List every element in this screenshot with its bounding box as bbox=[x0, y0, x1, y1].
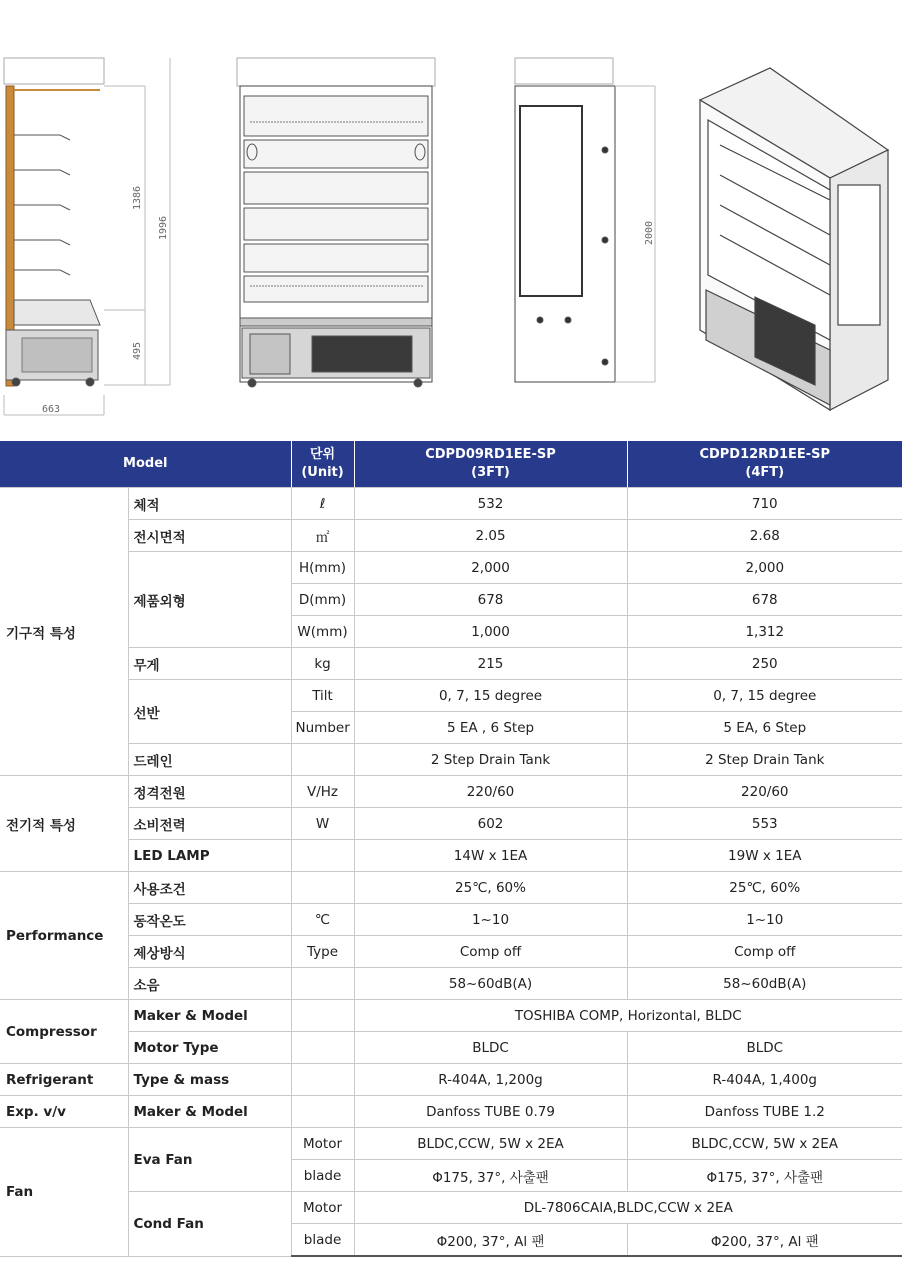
value-led-1: 14W x 1EA bbox=[354, 840, 627, 872]
front-view-drawing bbox=[237, 58, 435, 387]
value-condition-1: 25℃, 60% bbox=[354, 872, 627, 904]
group-refrigerant: Refrigerant bbox=[0, 1064, 128, 1096]
item-eva-fan: Eva Fan bbox=[128, 1128, 291, 1192]
table-row bbox=[0, 1032, 902, 1064]
item-led: LED LAMP bbox=[128, 840, 291, 872]
value-defrost-2: Comp off bbox=[627, 936, 902, 968]
value-tilt-1: 0, 7, 15 degree bbox=[354, 680, 627, 712]
unit-weight: kg bbox=[291, 648, 354, 680]
value-height-2: 2,000 bbox=[627, 552, 902, 584]
unit-power: V/Hz bbox=[291, 776, 354, 808]
value-noise-1: 58~60dB(A) bbox=[354, 968, 627, 1000]
group-fan: Fan bbox=[0, 1128, 128, 1257]
table-row bbox=[0, 840, 902, 872]
value-tilt-2: 0, 7, 15 degree bbox=[627, 680, 902, 712]
value-number-1: 5 EA , 6 Step bbox=[354, 712, 627, 744]
value-number-2: 5 EA, 6 Step bbox=[627, 712, 902, 744]
value-drain-1: 2 Step Drain Tank bbox=[354, 744, 627, 776]
side-view-2-drawing bbox=[515, 58, 655, 382]
unit-exp-valve bbox=[291, 1096, 354, 1128]
value-display-area-1: 2.05 bbox=[354, 520, 627, 552]
spec-table bbox=[0, 441, 902, 1257]
table-header-row bbox=[0, 441, 902, 488]
table-row bbox=[0, 520, 902, 552]
item-condition: 사용조건 bbox=[128, 872, 291, 904]
unit-cond-motor: Motor bbox=[291, 1192, 354, 1224]
unit-eva-motor: Motor bbox=[291, 1128, 354, 1160]
value-motor-type-2: BLDC bbox=[627, 1032, 902, 1064]
value-defrost-1: Comp off bbox=[354, 936, 627, 968]
value-cond-blade-2: Φ200, 37°, Al 팬 bbox=[627, 1224, 902, 1257]
value-eva-blade-1: Φ175, 37°, 사출팬 bbox=[354, 1160, 627, 1192]
header-unit-line1: 단위 bbox=[309, 447, 336, 462]
value-drain-2: 2 Step Drain Tank bbox=[627, 744, 902, 776]
value-refrigerant-2: R-404A, 1,400g bbox=[627, 1064, 902, 1096]
value-refrigerant-1: R-404A, 1,200g bbox=[354, 1064, 627, 1096]
group-mechanical: 기구적 특성 bbox=[0, 488, 128, 776]
header-unit-line2: (Unit) bbox=[301, 465, 344, 480]
group-performance: Performance bbox=[0, 872, 128, 1000]
value-exp-valve-1: Danfoss TUBE 0.79 bbox=[354, 1096, 627, 1128]
table-row bbox=[0, 1000, 902, 1032]
value-noise-2: 58~60dB(A) bbox=[627, 968, 902, 1000]
item-comp-maker: Maker & Model bbox=[128, 1000, 291, 1032]
header-model-1-size: (3FT) bbox=[471, 465, 510, 480]
value-width-1: 1,000 bbox=[354, 616, 627, 648]
item-cond-fan: Cond Fan bbox=[128, 1192, 291, 1257]
value-depth-2: 678 bbox=[627, 584, 902, 616]
unit-cond-blade: blade bbox=[291, 1224, 354, 1257]
value-consumption-2: 553 bbox=[627, 808, 902, 840]
dim-495: 495 bbox=[132, 341, 143, 360]
item-exp-valve: Maker & Model bbox=[128, 1096, 291, 1128]
value-eva-motor-1: BLDC,CCW, 5W x 2EA bbox=[354, 1128, 627, 1160]
unit-height: H(mm) bbox=[291, 552, 354, 584]
value-volume-2: 710 bbox=[627, 488, 902, 520]
table-row bbox=[0, 648, 902, 680]
table-row bbox=[0, 1096, 902, 1128]
unit-comp-maker bbox=[291, 1000, 354, 1032]
item-drain: 드레인 bbox=[128, 744, 291, 776]
header-model-1 bbox=[354, 441, 627, 488]
item-noise: 소음 bbox=[128, 968, 291, 1000]
item-consumption: 소비전력 bbox=[128, 808, 291, 840]
item-motor-type: Motor Type bbox=[128, 1032, 291, 1064]
value-consumption-1: 602 bbox=[354, 808, 627, 840]
unit-number: Number bbox=[291, 712, 354, 744]
value-display-area-2: 2.68 bbox=[627, 520, 902, 552]
unit-temp: ℃ bbox=[291, 904, 354, 936]
header-model-2 bbox=[627, 441, 902, 488]
value-power-1: 220/60 bbox=[354, 776, 627, 808]
table-row bbox=[0, 744, 902, 776]
unit-display-area: ㎡ bbox=[291, 520, 354, 552]
item-defrost: 제상방식 bbox=[128, 936, 291, 968]
value-height-1: 2,000 bbox=[354, 552, 627, 584]
header-model-1-name: CDPD09RD1EE-SP bbox=[425, 447, 556, 462]
value-eva-motor-2: BLDC,CCW, 5W x 2EA bbox=[627, 1128, 902, 1160]
item-weight: 무게 bbox=[128, 648, 291, 680]
table-row bbox=[0, 968, 902, 1000]
unit-drain bbox=[291, 744, 354, 776]
dim-2000: 2000 bbox=[644, 220, 655, 245]
table-row bbox=[0, 552, 902, 584]
table-row bbox=[0, 680, 902, 712]
item-temp: 동작온도 bbox=[128, 904, 291, 936]
table-row bbox=[0, 936, 902, 968]
item-volume: 체적 bbox=[128, 488, 291, 520]
dim-1996: 1996 bbox=[158, 215, 169, 240]
unit-refrigerant bbox=[291, 1064, 354, 1096]
item-display-area: 전시면적 bbox=[128, 520, 291, 552]
unit-noise bbox=[291, 968, 354, 1000]
unit-defrost: Type bbox=[291, 936, 354, 968]
table-row bbox=[0, 488, 902, 520]
value-weight-2: 250 bbox=[627, 648, 902, 680]
table-row bbox=[0, 1064, 902, 1096]
value-depth-1: 678 bbox=[354, 584, 627, 616]
table-row bbox=[0, 776, 902, 808]
technical-drawings bbox=[0, 0, 902, 430]
side-view-drawing bbox=[4, 58, 170, 415]
group-compressor: Compressor bbox=[0, 1000, 128, 1064]
value-temp-1: 1~10 bbox=[354, 904, 627, 936]
unit-tilt: Tilt bbox=[291, 680, 354, 712]
table-row bbox=[0, 1128, 902, 1160]
item-refrigerant: Type & mass bbox=[128, 1064, 291, 1096]
table-row bbox=[0, 808, 902, 840]
value-temp-2: 1~10 bbox=[627, 904, 902, 936]
unit-depth: D(mm) bbox=[291, 584, 354, 616]
header-model: Model bbox=[0, 441, 291, 488]
value-condition-2: 25℃, 60% bbox=[627, 872, 902, 904]
table-row bbox=[0, 872, 902, 904]
unit-width: W(mm) bbox=[291, 616, 354, 648]
value-power-2: 220/60 bbox=[627, 776, 902, 808]
header-unit bbox=[291, 441, 354, 488]
unit-motor-type bbox=[291, 1032, 354, 1064]
group-electrical: 전기적 특성 bbox=[0, 776, 128, 872]
table-row bbox=[0, 1192, 902, 1224]
dim-663: 663 bbox=[42, 404, 61, 415]
header-model-2-name: CDPD12RD1EE-SP bbox=[699, 447, 831, 462]
value-comp-maker: TOSHIBA COMP, Horizontal, BLDC bbox=[354, 1000, 902, 1032]
item-dimensions: 제품외형 bbox=[128, 552, 291, 648]
item-power: 정격전원 bbox=[128, 776, 291, 808]
value-exp-valve-2: Danfoss TUBE 1.2 bbox=[627, 1096, 902, 1128]
group-exp-valve: Exp. v/v bbox=[0, 1096, 128, 1128]
unit-volume: ℓ bbox=[291, 488, 354, 520]
value-weight-1: 215 bbox=[354, 648, 627, 680]
unit-condition bbox=[291, 872, 354, 904]
value-cond-blade-1: Φ200, 37°, Al 팬 bbox=[354, 1224, 627, 1257]
dim-1386: 1386 bbox=[132, 185, 143, 210]
value-motor-type-1: BLDC bbox=[354, 1032, 627, 1064]
iso-view-drawing bbox=[700, 68, 888, 410]
value-led-2: 19W x 1EA bbox=[627, 840, 902, 872]
header-model-2-size: (4FT) bbox=[745, 465, 785, 480]
value-width-2: 1,312 bbox=[627, 616, 902, 648]
value-cond-motor: DL-7806CAIA,BLDC,CCW x 2EA bbox=[354, 1192, 902, 1224]
value-volume-1: 532 bbox=[354, 488, 627, 520]
unit-eva-blade: blade bbox=[291, 1160, 354, 1192]
table-row bbox=[0, 904, 902, 936]
unit-led bbox=[291, 840, 354, 872]
value-eva-blade-2: Φ175, 37°, 사출팬 bbox=[627, 1160, 902, 1192]
unit-consumption: W bbox=[291, 808, 354, 840]
item-shelf: 선반 bbox=[128, 680, 291, 744]
